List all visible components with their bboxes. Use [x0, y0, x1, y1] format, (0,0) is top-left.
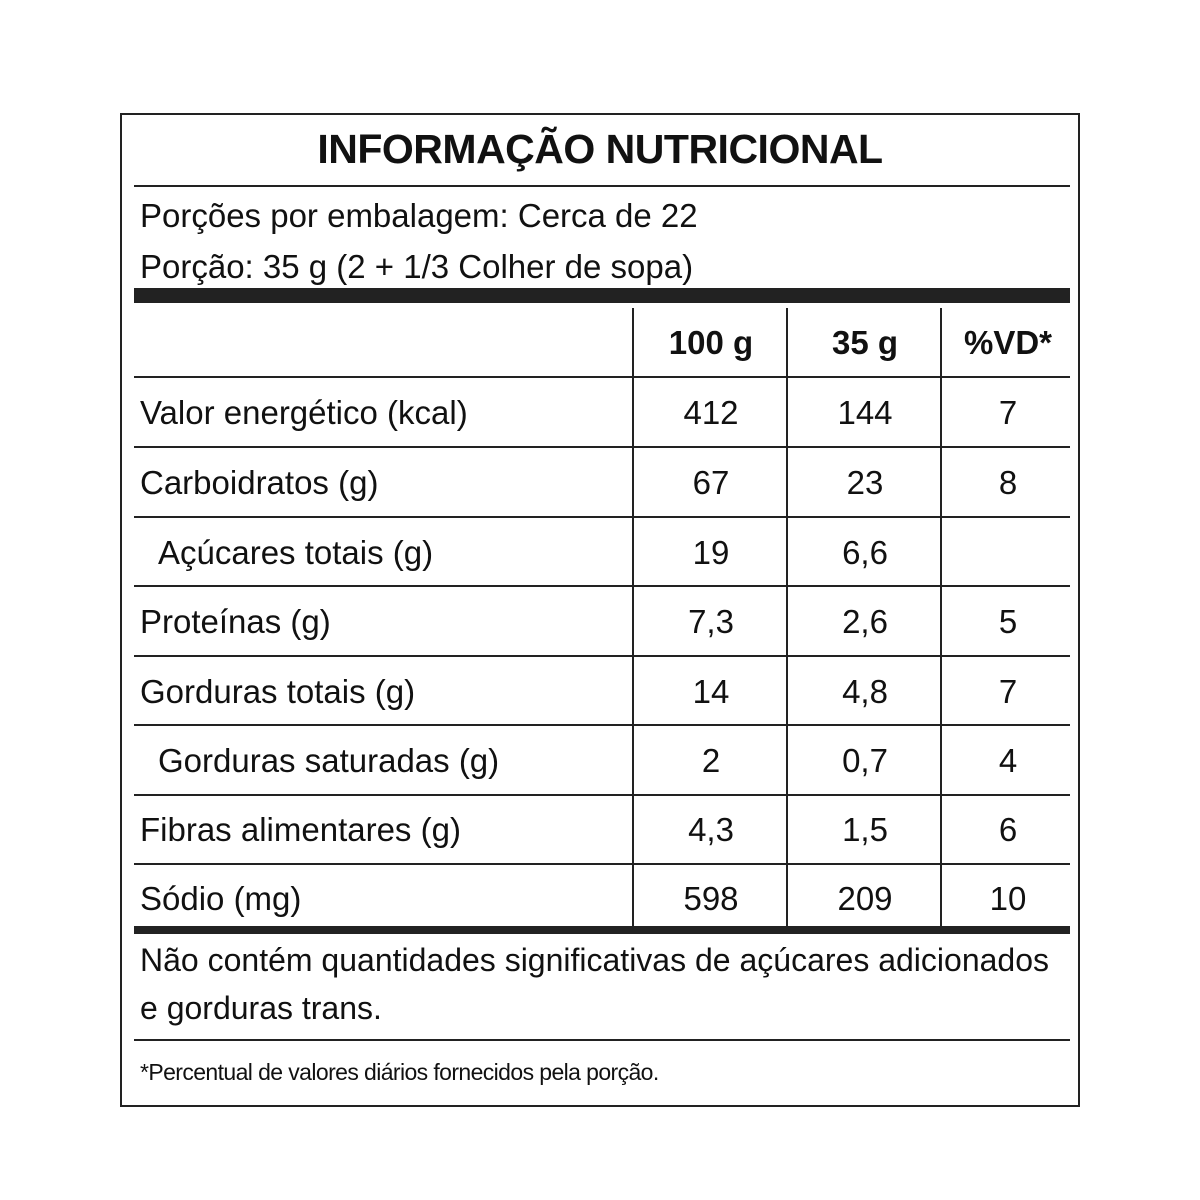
value-per-serving: 0,7 [842, 741, 888, 779]
value-per-100g: 4,3 [688, 810, 734, 848]
label-title: INFORMAÇÃO NUTRICIONAL [317, 126, 883, 172]
column-header-daily-value: %VD* [963, 323, 1053, 361]
servings-per-package: Porções por embalagem: Cerca de 22 [140, 197, 698, 234]
value-per-serving: 23 [846, 463, 884, 501]
table-row [122, 518, 1078, 586]
table-row [122, 448, 1078, 516]
value-per-serving: 6,6 [842, 533, 888, 571]
daily-value-percent [942, 518, 1074, 586]
nutrient-name: Proteínas (g) [140, 602, 331, 640]
nutrient-name-sub: Gorduras saturadas (g) [158, 741, 500, 779]
value-per-serving: 1,5 [842, 810, 888, 848]
nutrient-name-sub: Açúcares totais (g) [158, 533, 434, 571]
table-row [122, 726, 1078, 794]
daily-value-percent: 4 [998, 741, 1018, 779]
value-per-serving: 2,6 [842, 602, 888, 640]
table-row [122, 378, 1078, 446]
daily-value-percent: 7 [998, 672, 1018, 710]
nutrition-facts-label [120, 113, 1080, 1107]
nutrient-name: Fibras alimentares (g) [140, 810, 461, 848]
value-per-serving: 4,8 [842, 672, 888, 710]
value-per-serving: 209 [837, 879, 893, 917]
nutrient-name: Valor energético (kcal) [140, 393, 468, 431]
daily-value-percent: 8 [998, 463, 1018, 501]
value-per-100g: 412 [683, 393, 739, 431]
table-row [122, 795, 1078, 863]
table-row [122, 587, 1078, 655]
value-per-100g: 19 [692, 533, 730, 571]
table-bottom-divider [134, 926, 1070, 934]
daily-value-percent: 10 [989, 879, 1027, 917]
table-row [122, 864, 1078, 932]
header-thick-divider [134, 288, 1070, 303]
nutrition-note: Não contém quantidades significativas de açúcares adicionados e gorduras trans. [140, 942, 1049, 1026]
nutrient-name: Carboidratos (g) [140, 463, 379, 501]
value-per-100g: 67 [692, 463, 730, 501]
daily-value-percent: 6 [998, 810, 1018, 848]
column-header-per-serving: 35 g [831, 323, 899, 361]
value-per-100g: 2 [701, 741, 721, 779]
daily-value-footnote: *Percentual de valores diários fornecidos pela porção. [140, 1059, 659, 1085]
note-divider [134, 1039, 1070, 1041]
column-header-per-100g: 100 g [668, 323, 754, 361]
title-divider [134, 185, 1070, 187]
value-per-serving: 144 [837, 393, 893, 431]
nutrient-name: Sódio (mg) [140, 879, 302, 917]
value-per-100g: 598 [683, 879, 739, 917]
daily-value-percent: 7 [998, 393, 1018, 431]
table-header-row [122, 308, 1078, 376]
daily-value-percent: 5 [998, 602, 1018, 640]
value-per-100g: 14 [692, 672, 730, 710]
nutrient-name: Gorduras totais (g) [140, 672, 416, 710]
serving-size: Porção: 35 g (2 + 1/3 Colher de sopa) [140, 248, 694, 285]
value-per-100g: 7,3 [688, 602, 734, 640]
table-row [122, 657, 1078, 725]
